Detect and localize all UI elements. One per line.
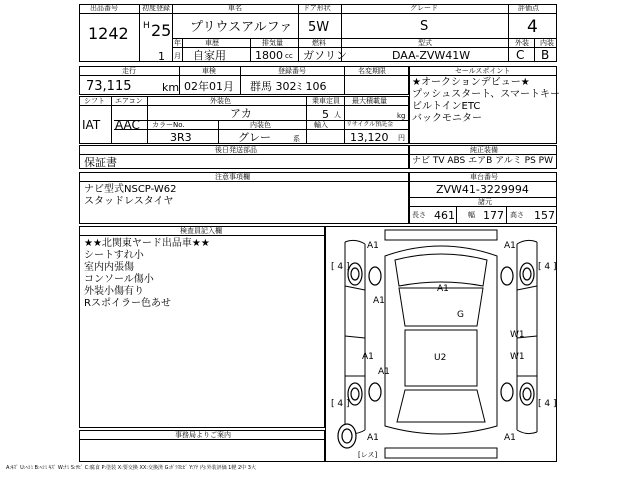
intcolor-label: 内装色 [250, 121, 271, 129]
after-parts: 保証書 [84, 156, 117, 169]
note-line: スタッドレスタイヤ [84, 196, 174, 207]
reg-year: 25 [151, 21, 172, 40]
damage-mark: [ 4 ] [538, 262, 557, 272]
reg-month: 1 [158, 50, 165, 63]
sales-point: バックモニター [412, 113, 482, 124]
inspector-line: 室内内張傷 [84, 262, 134, 273]
int-grade: B [541, 48, 550, 62]
month-unit: 月 [174, 52, 181, 60]
interior-color: グレー [238, 131, 271, 144]
load-label: 最大積載量 [352, 97, 387, 105]
recycle-unit: 円 [398, 134, 405, 142]
mileage: 73,115 [86, 79, 132, 94]
door-type: 5W [308, 20, 330, 35]
inspector-notes [84, 238, 210, 310]
office-label: 事務局よりご案内 [175, 431, 231, 439]
inspect-label: 車検 [202, 67, 216, 75]
car-label: 車名 [228, 4, 242, 12]
mileage-label: 走行 [122, 67, 136, 75]
std-label: 純正装備 [470, 146, 498, 154]
recycle-fee: 13,120 [350, 131, 389, 144]
notes-list [84, 184, 176, 208]
height: 157 [534, 209, 555, 222]
ac-label: エアコン [115, 97, 143, 105]
notes-label: 注意事項欄 [215, 173, 250, 181]
usage-label: 車歴 [205, 39, 219, 47]
inspection: 02年01月 [184, 80, 234, 93]
recycle-label: リサイクル預託金 [346, 121, 394, 128]
grade: S [420, 19, 429, 34]
damage-mark: U2 [434, 353, 447, 363]
colorno-label: カラーNo. [152, 121, 185, 129]
damage-mark: A1 [378, 367, 390, 377]
std-equipment: ナビ TV ABS エアB アルミ PS PW [412, 156, 553, 166]
capacity-unit: 人 [334, 111, 341, 119]
capacity: 5 [322, 108, 329, 121]
shift-label: シフト [84, 97, 105, 105]
displacement: 1800 [255, 49, 283, 62]
legend-footer: A:ｷｽﾞ U:ﾍｺﾐ B:ﾍｺﾐ ｷｽﾞ W:ﾅﾐ S:ｻﾋﾞ C:腐食 P:塗装 X:要交換 XX:交換済 G:ｶﾞﾗｽﾋﾋﾞ Y:ｱﾅ 内:外装評価 1軽 2中 3大 [6, 465, 256, 471]
color-number: 3R3 [170, 131, 192, 144]
fuel-label: 燃料 [312, 39, 326, 47]
inspector-line: Rスポイラー色あせ [84, 298, 171, 309]
height-label: 高さ [510, 211, 524, 219]
era: H [143, 21, 150, 31]
width-label: 幅 [468, 211, 475, 219]
damage-mark: W1 [510, 352, 525, 362]
damage-mark: A1 [437, 284, 449, 294]
car-diagram [325, 226, 557, 462]
model-label: 型式 [418, 39, 432, 47]
damage-mark: A1 [367, 241, 379, 251]
disp-unit: cc [285, 52, 293, 60]
sales-point: ビルトインETC [412, 101, 481, 112]
int-label: 内装 [540, 39, 554, 47]
inspector-line: 外装小傷有り [84, 286, 144, 297]
inspector-line: ★★北関東ヤード出品車★★ [84, 238, 210, 249]
score-label: 評価点 [518, 4, 539, 12]
lot-label: 出品番号 [90, 4, 118, 12]
reg-label: 初度登録 [142, 4, 170, 12]
score: 4 [527, 17, 538, 37]
shift: IAT [82, 118, 101, 132]
import-label: 輸入 [314, 121, 328, 129]
damage-mark: [ 4 ] [538, 399, 557, 409]
lot-number: 1242 [88, 24, 129, 43]
frame-number: ZVW41-3229994 [436, 183, 529, 196]
after-label: 後日発送部品 [215, 146, 257, 154]
model-code: DAA-ZVW41W [392, 49, 471, 62]
plate-label: 登録番号 [278, 67, 306, 75]
damage-mark: A1 [362, 352, 374, 362]
grade-label: グレード [410, 4, 438, 12]
frame-label: 車台番号 [470, 173, 498, 181]
damage-mark: W1 [510, 330, 525, 340]
sales-label: セールスポイント [455, 67, 511, 75]
ext-label: 外装 [515, 39, 529, 47]
reship-tag: [レス] [358, 451, 378, 459]
ext-grade: C [516, 48, 525, 62]
damage-mark: A1 [504, 433, 516, 443]
length-label: 長さ [412, 211, 426, 219]
intcolor-unit: 系 [293, 135, 300, 143]
fuel: ガソリン [303, 49, 347, 62]
damage-mark: A1 [373, 296, 385, 306]
door-label: ドア形状 [303, 4, 331, 12]
mileage-unit: km [162, 81, 180, 94]
length: 461 [434, 209, 455, 222]
damage-mark: A1 [504, 241, 516, 251]
load-unit: kg [397, 112, 406, 120]
color-label: 外装色 [210, 97, 231, 105]
disp-label: 排気量 [262, 39, 283, 47]
name-change-label: 名変期限 [358, 67, 386, 75]
damage-mark: [ 4 ] [331, 399, 350, 409]
car-name: プリウスアルファ [190, 20, 293, 35]
inspector-label: 検査員記入欄 [180, 227, 222, 235]
inspector-line: シートすれ小 [84, 250, 144, 261]
capacity-label: 乗車定員 [312, 97, 340, 105]
spec-label: 諸元 [478, 198, 492, 206]
aircon: AAC [115, 118, 140, 132]
note-line: ナビ型式NSCP-W62 [84, 184, 177, 195]
damage-mark: A1 [367, 433, 379, 443]
sales-points [412, 77, 560, 125]
color: アカ [230, 107, 252, 120]
inspector-line: コンソール傷小 [84, 274, 154, 285]
width: 177 [483, 209, 504, 222]
sales-point: ★オークションデビュー★ [412, 77, 530, 88]
damage-mark: G [457, 310, 464, 320]
plate: 群馬 302ﾐ 106 [250, 80, 327, 93]
year-unit: 年 [174, 39, 181, 47]
damage-mark: [ 4 ] [331, 262, 350, 272]
usage: 自家用 [193, 49, 226, 62]
sales-point: プッシュスタート、スマートキー [412, 89, 560, 100]
